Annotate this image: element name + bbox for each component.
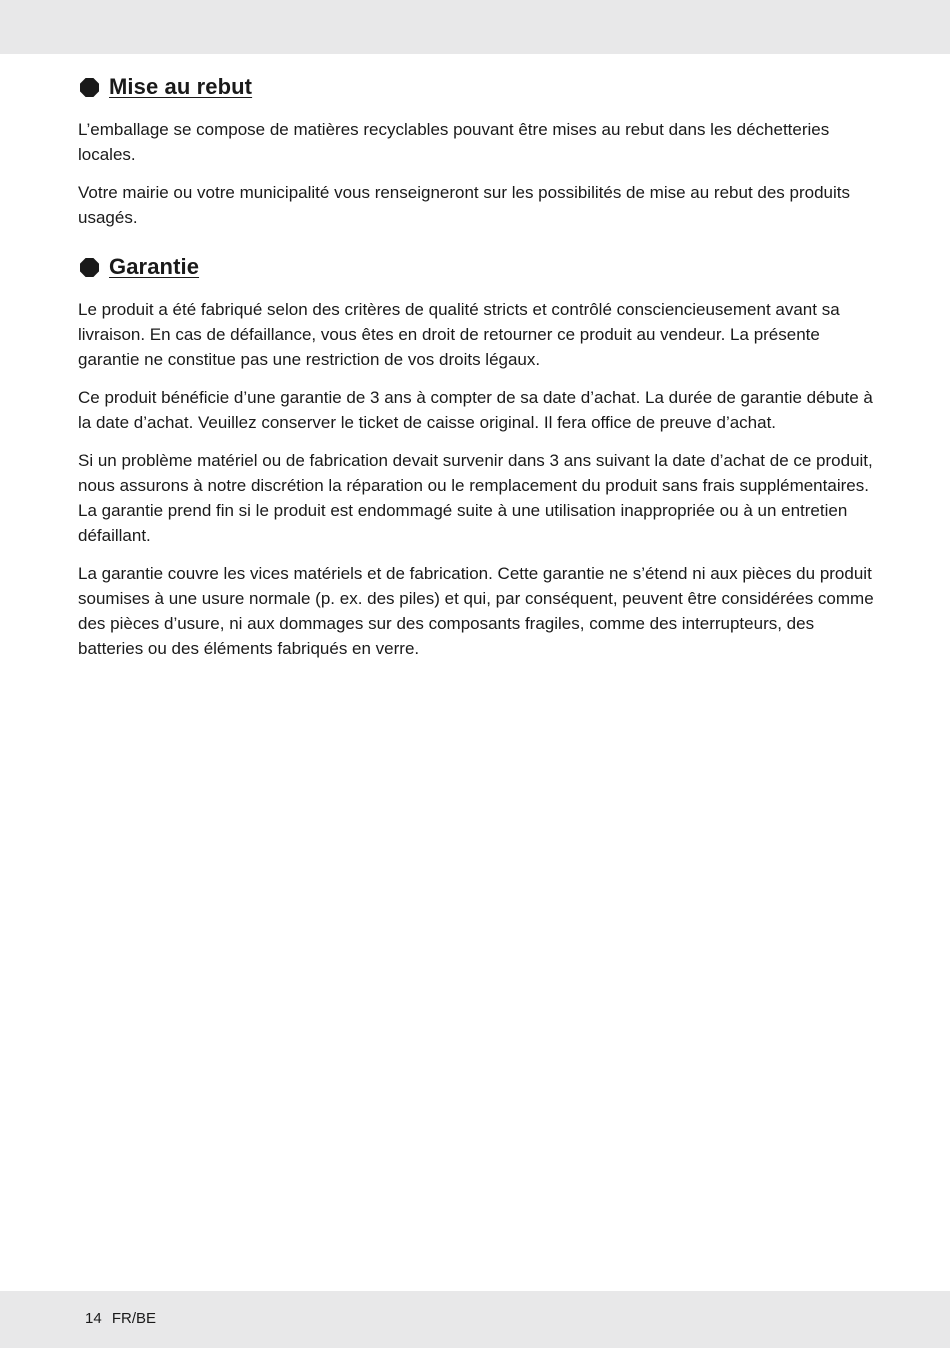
octagon-bullet-icon xyxy=(80,258,99,277)
paragraph: La garantie couvre les vices matériels et de fabrication. Cette garantie ne s’étend ni aux pièces du produit soumises à une usure normale (p. ex. des piles) et qui, par conséquent, peuvent être considérées comme des pièces d’usure, ni aux dommages sur des composants fragiles, comme des interrupteurs, des batteries ou des éléments fabriqués en verre. xyxy=(78,564,874,658)
locale-label: FR/BE xyxy=(111,1310,157,1327)
section-heading xyxy=(78,70,878,104)
section-heading xyxy=(78,250,878,284)
paragraph: L’emballage se compose de matières recyclables pouvant être mises au rebut dans les déchetteries locales. xyxy=(78,120,830,164)
section-garantie xyxy=(78,250,878,661)
paragraph: Votre mairie ou votre municipalité vous renseigneront sur les possibilités de mise au rebut des produits usagés. xyxy=(78,183,851,227)
document-body xyxy=(78,70,878,661)
page-number: 14 xyxy=(85,1310,102,1327)
octagon-bullet-icon xyxy=(80,78,99,97)
top-band xyxy=(0,0,950,54)
section-mise-au-rebut xyxy=(78,70,878,230)
paragraph: Si un problème matériel ou de fabrication devait survenir dans 3 ans suivant la date d’achat de ce produit, nous assurons à notre discrétion la réparation ou le remplacement du produit sans frais supplémentaires. La garantie prend fin si le produit est endommagé suite à une utilisation inappropriée ou à un entretien défaillant. xyxy=(78,451,873,545)
heading-title: Garantie xyxy=(109,254,200,279)
paragraph: Ce produit bénéficie d’une garantie de 3 ans à compter de sa date d’achat. La durée de garantie débute à la date d’achat. Veuillez conserver le ticket de caisse original. Il fera office de preuve d’achat. xyxy=(78,388,873,432)
page-footer xyxy=(85,1310,156,1327)
paragraph: Le produit a été fabriqué selon des critères de qualité stricts et contrôlé consciencieusement avant sa livraison. En cas de défaillance, vous êtes en droit de retourner ce produit au vendeur. La présente garantie ne constitue pas une restriction de vos droits légaux. xyxy=(78,300,840,369)
heading-title: Mise au rebut xyxy=(109,74,253,99)
